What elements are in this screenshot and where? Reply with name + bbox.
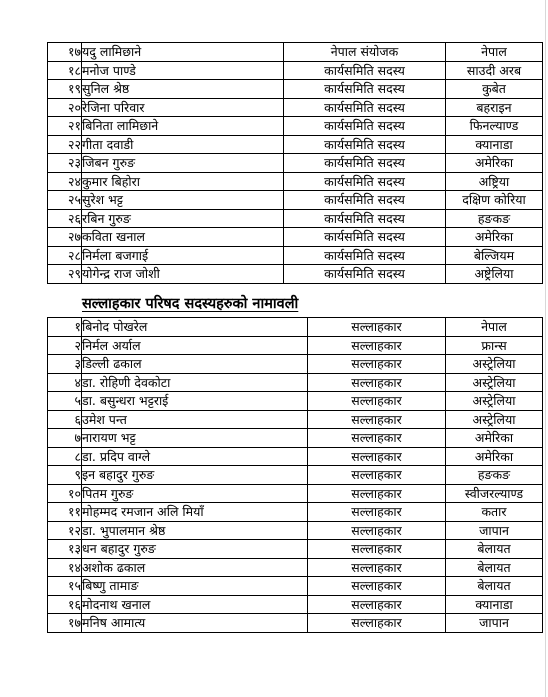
member-role: कार्यसमिति सदस्य: [284, 246, 446, 265]
table-row: [48, 521, 543, 540]
table-row: [48, 117, 543, 136]
member-country: अस्ट्रेलिया: [446, 373, 543, 392]
member-number: २९: [48, 265, 82, 284]
member-name: योगेन्द्र राज जोशी: [82, 265, 284, 284]
table-row: [48, 373, 543, 392]
member-country: अष्ट्रिया: [446, 172, 543, 191]
table-row: [48, 191, 543, 210]
member-role: सल्लाहकार: [308, 336, 446, 355]
table-row: [48, 61, 543, 80]
table-row: [48, 577, 543, 596]
member-country: फ्रान्स: [446, 336, 543, 355]
member-role: सल्लाहकार: [308, 558, 446, 577]
member-role: कार्यसमिति सदस्य: [284, 172, 446, 191]
executive-committee-table: [47, 42, 543, 284]
table-row: [48, 80, 543, 99]
member-country: अमेरिका: [446, 154, 543, 173]
member-role: सल्लाहकार: [308, 466, 446, 485]
member-name: अशोक ढकाल: [82, 558, 308, 577]
member-country: बहराइन: [446, 98, 543, 117]
executive-committee-table-body: [48, 43, 543, 284]
member-name: सुरेश भट्ट: [82, 191, 284, 210]
member-number: ९: [48, 466, 82, 485]
member-name: बिनोद पोखरेल: [82, 318, 308, 337]
member-number: १४: [48, 558, 82, 577]
member-name: निर्मल अर्याल: [82, 336, 308, 355]
member-name: यदु लामिछाने: [82, 43, 284, 62]
member-country: हङकङ: [446, 209, 543, 228]
member-number: १७: [48, 43, 82, 62]
member-role: कार्यसमिति सदस्य: [284, 191, 446, 210]
member-name: मनोज पाण्डे: [82, 61, 284, 80]
member-name: डिल्ली ढकाल: [82, 355, 308, 374]
member-name: रबिन गुरुङ: [82, 209, 284, 228]
member-name: पितम गुरुङ: [82, 484, 308, 503]
member-number: १३: [48, 540, 82, 559]
member-name: बिष्णु तामाङ: [82, 577, 308, 596]
member-country: स्वीजरल्याण्ड: [446, 484, 543, 503]
member-role: सल्लाहकार: [308, 503, 446, 522]
member-name: मोहम्मद रमजान अलि मियाँ: [82, 503, 308, 522]
table-row: [48, 43, 543, 62]
member-country: कुबेत: [446, 80, 543, 99]
member-role: सल्लाहकार: [308, 484, 446, 503]
member-number: ८: [48, 447, 82, 466]
member-country: दक्षिण कोरिया: [446, 191, 543, 210]
member-role: कार्यसमिति सदस्य: [284, 61, 446, 80]
member-country: अस्ट्रेलिया: [446, 355, 543, 374]
member-number: ११: [48, 503, 82, 522]
member-name: मोदनाथ खनाल: [82, 595, 308, 614]
table-row: [48, 318, 543, 337]
member-number: २८: [48, 246, 82, 265]
table-row: [48, 355, 543, 374]
advisory-council-heading: सल्लाहकार परिषद सदस्यहरुको नामावली: [82, 296, 299, 312]
member-role: सल्लाहकार: [308, 355, 446, 374]
member-name: बिनिता लामिछाने: [82, 117, 284, 136]
member-role: कार्यसमिति सदस्य: [284, 98, 446, 117]
member-country: अमेरिका: [446, 447, 543, 466]
table-row: [48, 595, 543, 614]
table-row: [48, 209, 543, 228]
member-role: सल्लाहकार: [308, 614, 446, 633]
table-row: [48, 484, 543, 503]
member-number: १७: [48, 614, 82, 633]
member-role: कार्यसमिति सदस्य: [284, 80, 446, 99]
member-number: १०: [48, 484, 82, 503]
member-country: अष्ट्रेलिया: [446, 265, 543, 284]
table-row: [48, 246, 543, 265]
member-number: ५: [48, 392, 82, 411]
page-edge-divider: [545, 0, 546, 697]
table-row: [48, 154, 543, 173]
member-number: २२: [48, 135, 82, 154]
table-row: [48, 172, 543, 191]
member-country: बेलायत: [446, 577, 543, 596]
member-role: सल्लाहकार: [308, 595, 446, 614]
member-name: धन बहादुर गुरुङ: [82, 540, 308, 559]
member-role: कार्यसमिति सदस्य: [284, 265, 446, 284]
member-name: डा. भुपालमान श्रेष्ठ: [82, 521, 308, 540]
table-row: [48, 392, 543, 411]
member-role: सल्लाहकार: [308, 410, 446, 429]
member-name: मनिष आमात्य: [82, 614, 308, 633]
advisory-council-table: [47, 317, 543, 633]
member-number: २०: [48, 98, 82, 117]
table-row: [48, 503, 543, 522]
advisory-council-table-body: [48, 318, 543, 633]
member-number: ६: [48, 410, 82, 429]
member-country: नेपाल: [446, 43, 543, 62]
member-country: बेलायत: [446, 540, 543, 559]
member-role: कार्यसमिति सदस्य: [284, 209, 446, 228]
member-country: अस्ट्रेलिया: [446, 410, 543, 429]
member-name: गीता दवाडी: [82, 135, 284, 154]
member-role: नेपाल संयोजक: [284, 43, 446, 62]
member-number: ७: [48, 429, 82, 448]
member-number: १६: [48, 595, 82, 614]
member-country: फिनल्याण्ड: [446, 117, 543, 136]
member-name: निर्मला बजगाई: [82, 246, 284, 265]
member-number: १२: [48, 521, 82, 540]
member-role: सल्लाहकार: [308, 392, 446, 411]
member-role: सल्लाहकार: [308, 373, 446, 392]
member-country: कतार: [446, 503, 543, 522]
member-number: २१: [48, 117, 82, 136]
member-number: ३: [48, 355, 82, 374]
member-country: अस्ट्रेलिया: [446, 392, 543, 411]
member-role: सल्लाहकार: [308, 540, 446, 559]
member-number: २: [48, 336, 82, 355]
member-country: क्यानाडा: [446, 595, 543, 614]
member-country: हङकङ: [446, 466, 543, 485]
member-role: कार्यसमिति सदस्य: [284, 154, 446, 173]
table-row: [48, 466, 543, 485]
member-role: सल्लाहकार: [308, 318, 446, 337]
member-name: कुमार बिहोरा: [82, 172, 284, 191]
member-name: डा. रोहिणी देवकोटा: [82, 373, 308, 392]
member-country: बेल्जियम: [446, 246, 543, 265]
table-row: [48, 614, 543, 633]
member-name: इन बहादुर गुरुङ: [82, 466, 308, 485]
member-name: नारायण भट्ट: [82, 429, 308, 448]
member-country: साउदी अरब: [446, 61, 543, 80]
member-country: क्यानाडा: [446, 135, 543, 154]
member-number: १५: [48, 577, 82, 596]
member-number: ४: [48, 373, 82, 392]
member-number: २६: [48, 209, 82, 228]
table-row: [48, 558, 543, 577]
table-row: [48, 135, 543, 154]
member-number: २३: [48, 154, 82, 173]
member-role: कार्यसमिति सदस्य: [284, 117, 446, 136]
member-number: २७: [48, 228, 82, 247]
table-row: [48, 98, 543, 117]
member-number: २५: [48, 191, 82, 210]
member-role: सल्लाहकार: [308, 429, 446, 448]
member-country: बेलायत: [446, 558, 543, 577]
member-role: कार्यसमिति सदस्य: [284, 228, 446, 247]
member-country: अमेरिका: [446, 429, 543, 448]
member-name: कविता खनाल: [82, 228, 284, 247]
table-row: [48, 410, 543, 429]
table-row: [48, 540, 543, 559]
member-number: १९: [48, 80, 82, 99]
member-role: कार्यसमिति सदस्य: [284, 135, 446, 154]
table-row: [48, 228, 543, 247]
member-country: जापान: [446, 521, 543, 540]
member-name: डा. प्रदिप वाग्ले: [82, 447, 308, 466]
table-row: [48, 447, 543, 466]
member-country: अमेरिका: [446, 228, 543, 247]
member-name: रेजिना परिवार: [82, 98, 284, 117]
member-country: जापान: [446, 614, 543, 633]
member-number: १८: [48, 61, 82, 80]
member-name: जिबन गुरुङ: [82, 154, 284, 173]
member-role: सल्लाहकार: [308, 577, 446, 596]
member-number: १: [48, 318, 82, 337]
table-row: [48, 336, 543, 355]
member-role: सल्लाहकार: [308, 521, 446, 540]
member-role: सल्लाहकार: [308, 447, 446, 466]
table-row: [48, 265, 543, 284]
member-name: डा. बसुन्धरा भट्टराई: [82, 392, 308, 411]
member-name: सुनिल श्रेष्ठ: [82, 80, 284, 99]
table-row: [48, 429, 543, 448]
member-country: नेपाल: [446, 318, 543, 337]
member-number: २४: [48, 172, 82, 191]
member-name: उमेश पन्त: [82, 410, 308, 429]
